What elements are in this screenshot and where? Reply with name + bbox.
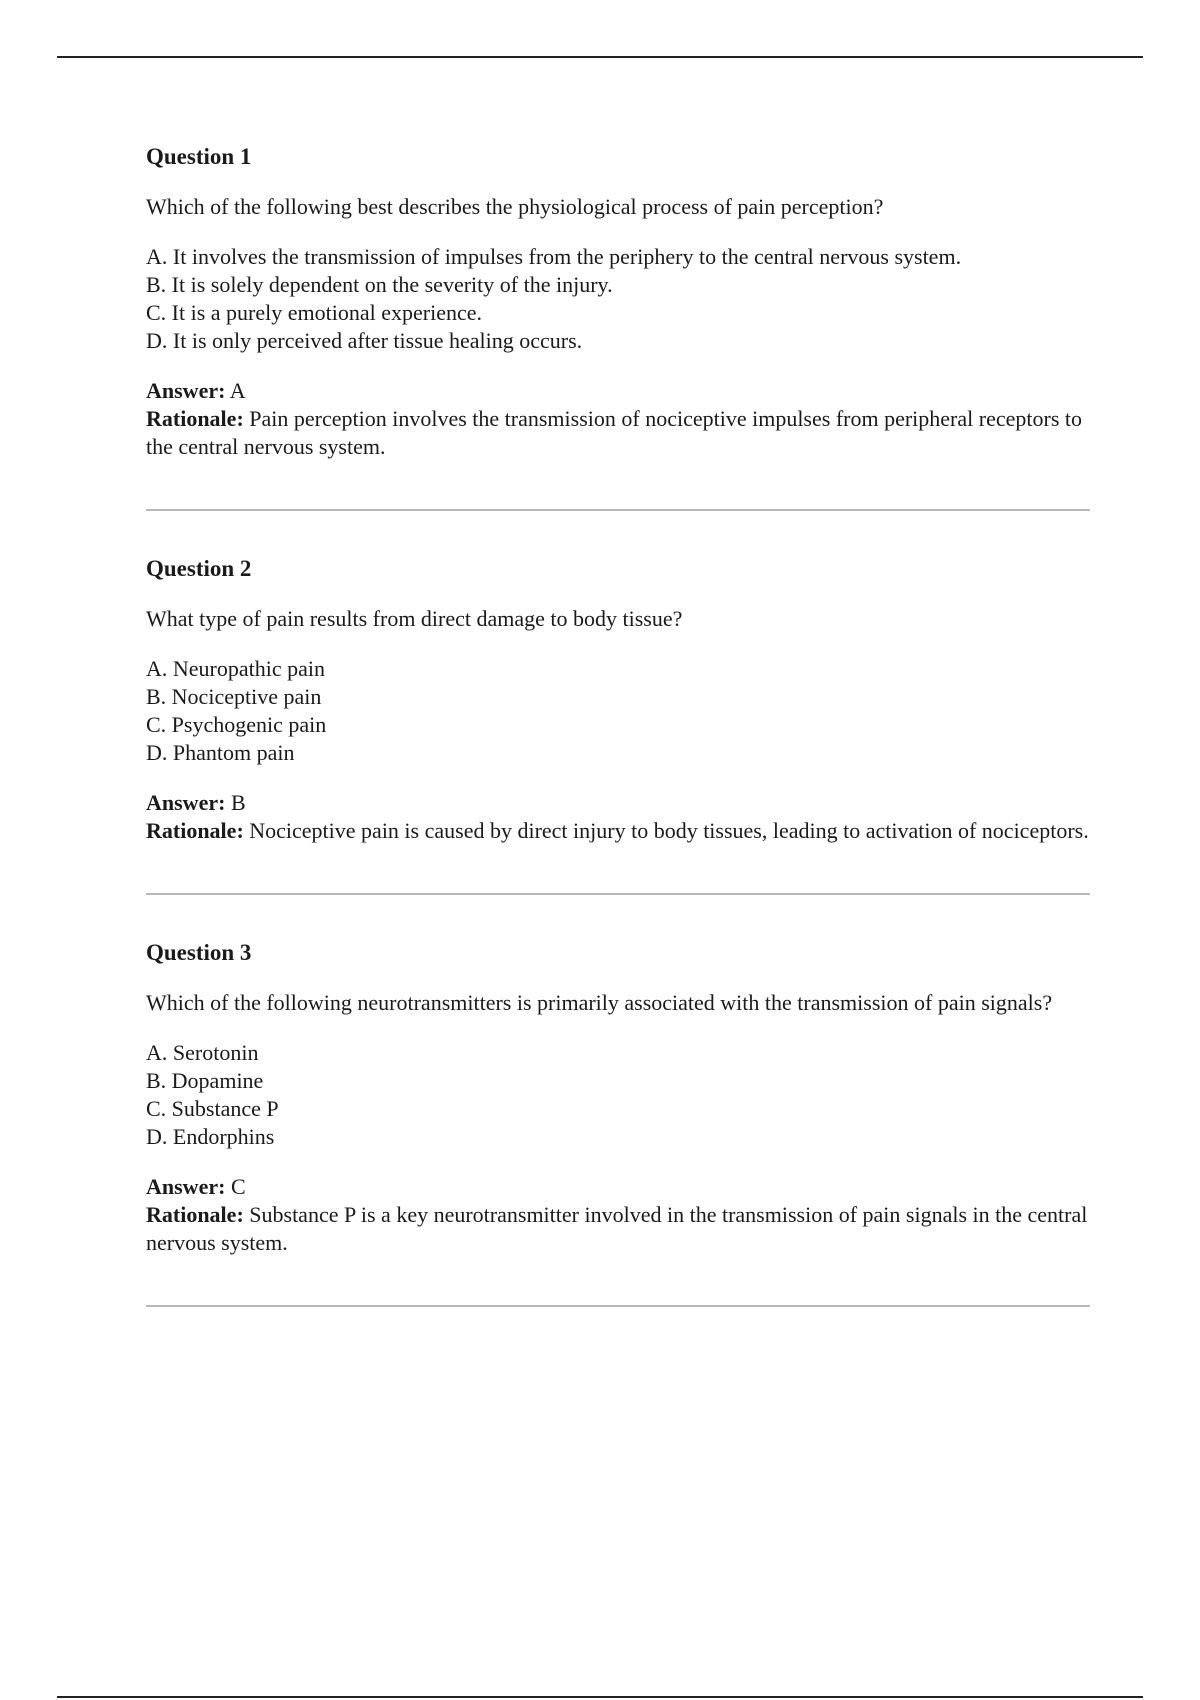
option-b: B. It is solely dependent on the severity of the injury.	[146, 272, 613, 297]
option-list	[146, 1039, 1090, 1151]
answer-line	[146, 377, 1090, 405]
question-divider	[146, 509, 1090, 511]
option-a: A. Neuropathic pain	[146, 656, 325, 681]
question-divider	[146, 893, 1090, 895]
question-2	[146, 555, 1090, 845]
option-c: C. It is a purely emotional experience.	[146, 300, 482, 325]
answer-line	[146, 1173, 1090, 1201]
question-text: Which of the following neurotransmitters is primarily associated with the transmission of pain signals?	[146, 990, 1053, 1015]
option-list	[146, 243, 1090, 355]
option-b: B. Nociceptive pain	[146, 684, 322, 709]
answer-value: A	[229, 378, 246, 403]
question-title: Question 3	[146, 940, 252, 965]
option-d: D. It is only perceived after tissue healing occurs.	[146, 328, 583, 353]
option-d: D. Phantom pain	[146, 740, 295, 765]
question-title: Question 1	[146, 144, 252, 169]
question-divider	[146, 1305, 1090, 1307]
page-bottom-rule	[57, 1696, 1143, 1698]
rationale-line	[146, 405, 1090, 461]
rationale-text: Substance P is a key neurotransmitter involved in the transmission of pain signals in the central nervous system.	[146, 1202, 1088, 1255]
answer-value: B	[230, 790, 246, 815]
question-title: Question 2	[146, 556, 252, 581]
question-3	[146, 939, 1090, 1257]
option-c: C. Substance P	[146, 1096, 279, 1121]
option-a: A. It involves the transmission of impulses from the periphery to the central nervous system.	[146, 244, 962, 269]
rationale-line	[146, 1201, 1090, 1257]
question-text: Which of the following best describes the physiological process of pain perception?	[146, 194, 884, 219]
rationale-label: Rationale:	[146, 818, 244, 843]
option-b: B. Dopamine	[146, 1068, 264, 1093]
page-top-rule	[57, 56, 1143, 58]
option-d: D. Endorphins	[146, 1124, 275, 1149]
question-text: What type of pain results from direct damage to body tissue?	[146, 606, 683, 631]
rationale-text: Nociceptive pain is caused by direct injury to body tissues, leading to activation of nociceptors.	[249, 818, 1089, 843]
option-c: C. Psychogenic pain	[146, 712, 327, 737]
rationale-label: Rationale:	[146, 406, 244, 431]
question-1	[146, 143, 1090, 461]
answer-label: Answer:	[146, 790, 226, 815]
rationale-line	[146, 817, 1090, 845]
answer-label: Answer:	[146, 1174, 226, 1199]
option-a: A. Serotonin	[146, 1040, 259, 1065]
answer-value: C	[230, 1174, 246, 1199]
option-list	[146, 655, 1090, 767]
answer-label: Answer:	[146, 378, 226, 403]
question-list	[146, 143, 1090, 1351]
rationale-text: Pain perception involves the transmission of nociceptive impulses from peripheral receptors to the central nervous system.	[146, 406, 1082, 459]
rationale-label: Rationale:	[146, 1202, 244, 1227]
answer-line	[146, 789, 1090, 817]
